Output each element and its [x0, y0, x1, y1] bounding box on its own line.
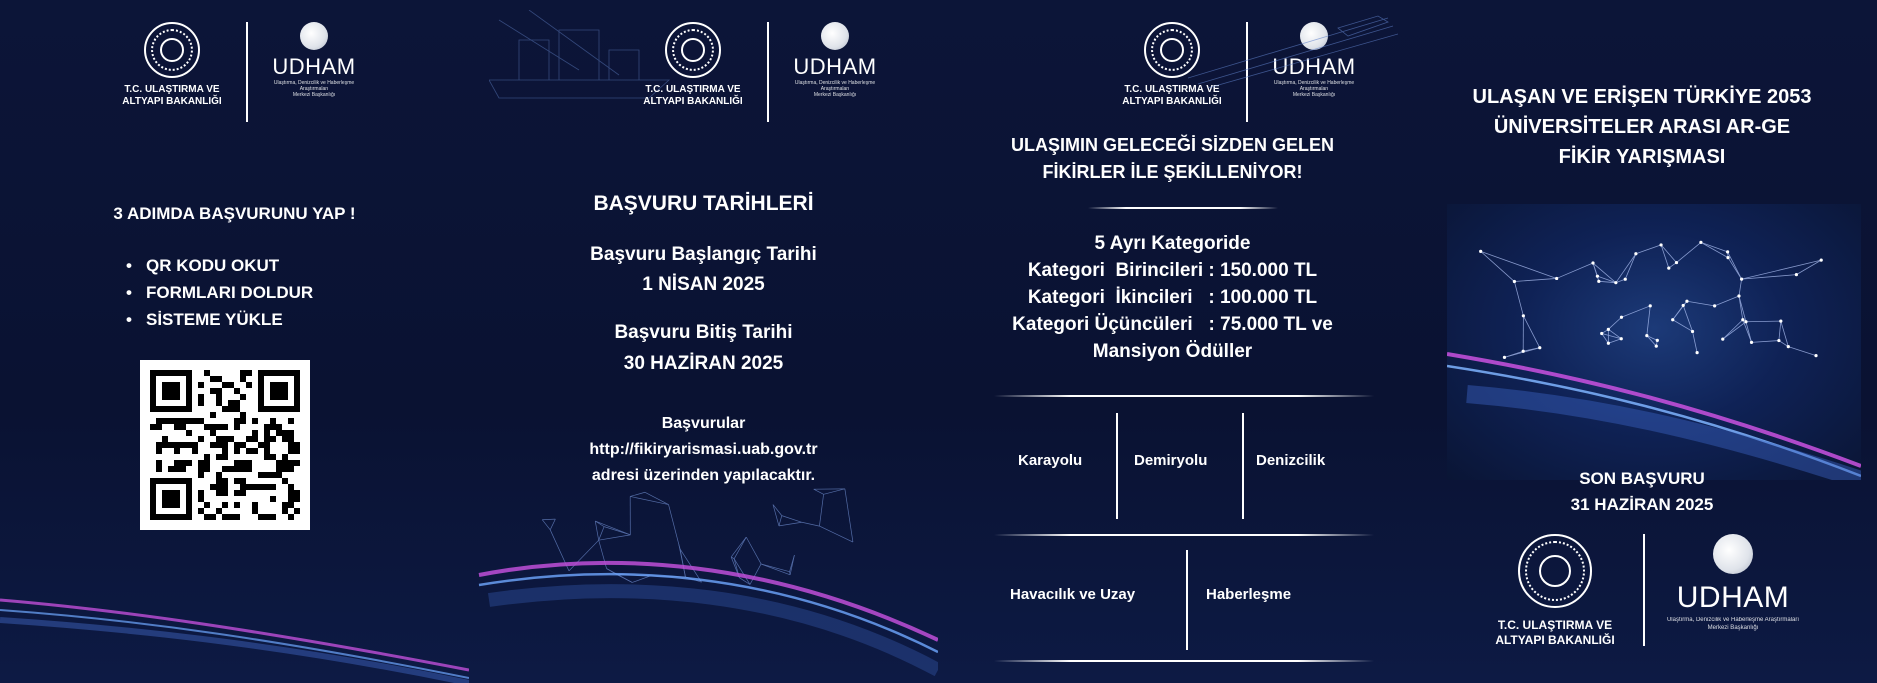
udham-logo	[262, 22, 366, 98]
qr-code-graphic	[150, 370, 300, 520]
prize-third: Kategori Üçüncüleri : 75.000 TL ve	[1012, 314, 1333, 335]
ministry-name-line1: T.C. ULAŞTIRMA VE	[1497, 618, 1613, 632]
panel-apply-steps	[0, 0, 469, 683]
divider-line	[994, 660, 1374, 662]
slogan-line1: ULAŞIMIN GELECEĞİ SİZDEN GELEN	[1010, 135, 1335, 155]
prize-second: Kategori İkincileri : 100.000 TL	[1027, 287, 1318, 308]
udham-logo	[783, 22, 887, 98]
start-date-label: Başvuru Başlangıç Tarihi	[590, 244, 817, 265]
udham-name: UDHAM	[793, 54, 877, 79]
logo-divider	[1643, 534, 1645, 646]
panel-cover	[1407, 0, 1877, 683]
udham-name: UDHAM	[1272, 54, 1356, 79]
udham-subtitle-line1: Ulaştırma, Denizcilik ve Haberleşme Araştırmaları	[1273, 80, 1355, 92]
ministry-name-line2: ALTYAPI BAKANLIĞI	[122, 96, 222, 107]
ministry-seal-icon	[144, 22, 200, 78]
ministry-logo	[112, 22, 232, 108]
step-item: • FORMLARI DOLDUR	[124, 279, 313, 306]
category-karayolu: Karayolu	[1018, 452, 1083, 469]
apply-info-line3: adresi üzerinden yapılacaktır.	[591, 467, 816, 484]
udham-logo	[1663, 534, 1803, 632]
ministry-logo	[1485, 534, 1625, 648]
udham-name: UDHAM	[1676, 581, 1790, 614]
apply-info-line1: Başvurular	[661, 415, 746, 432]
moon-icon	[821, 22, 849, 50]
divider-line	[994, 534, 1374, 536]
moon-icon	[1713, 534, 1753, 574]
logo-block-large	[1485, 534, 1803, 648]
category-divider	[1186, 550, 1188, 650]
network-train-icon	[469, 470, 938, 683]
qr-code[interactable]	[140, 360, 310, 530]
prizes-block	[938, 230, 1407, 365]
deadline-block	[1407, 466, 1877, 518]
competition-title-line1: ULAŞAN VE ERİŞEN TÜRKİYE 2053	[1472, 86, 1812, 108]
end-date-label: Başvuru Bitiş Tarihi	[614, 322, 793, 343]
step-item: • QR KODU OKUT	[124, 252, 313, 279]
ministry-name-line2: ALTYAPI BAKANLIĞI	[643, 96, 743, 107]
logo-divider	[246, 22, 248, 122]
slogan-line2: FİKİRLER İLE ŞEKİLLENİYOR!	[1042, 162, 1303, 182]
deadline-label: SON BAŞVURU	[1579, 469, 1705, 488]
prize-first: Kategori Birincileri : 150.000 TL	[1027, 260, 1318, 281]
logo-block	[112, 22, 366, 122]
plane-streak-icon	[1188, 8, 1398, 88]
category-denizcilik: Denizcilik	[1256, 452, 1326, 469]
moon-icon	[300, 22, 328, 50]
divider-line	[994, 395, 1374, 397]
ministry-name-line1: T.C. ULAŞTIRMA VE	[124, 84, 220, 95]
network-map-icon	[1447, 204, 1861, 480]
end-date-value: 30 HAZİRAN 2025	[623, 353, 784, 374]
ministry-seal-icon	[1518, 534, 1592, 608]
apply-steps-title: 3 ADIMDA BAŞVURUNU YAP !	[113, 204, 356, 223]
divider-line	[1088, 207, 1278, 209]
ministry-seal-icon	[665, 22, 721, 78]
panel-prizes	[938, 0, 1407, 683]
turkey-network-train-image	[1447, 204, 1861, 480]
udham-subtitle-line2: Merkezi Başkanlığı	[292, 92, 336, 98]
ministry-name-line1: T.C. ULAŞTIRMA VE	[645, 84, 741, 95]
apply-steps-list	[124, 252, 313, 333]
panel-dates	[469, 0, 938, 683]
apply-url-link[interactable]: http://fikiryarismasi.uab.gov.tr	[589, 441, 818, 458]
ministry-name-line1: T.C. ULAŞTIRMA VE	[1124, 84, 1220, 95]
ministry-logo	[633, 22, 753, 108]
udham-subtitle-line1: Ulaştırma, Denizcilik ve Haberleşme Araştırmaları	[273, 80, 355, 92]
udham-subtitle-line2: Merkezi Başkanlığı	[813, 92, 857, 98]
competition-title	[1407, 82, 1877, 172]
category-demiryolu: Demiryolu	[1134, 452, 1208, 469]
category-haberlesme: Haberleşme	[1206, 586, 1292, 603]
prize-extra: Mansiyon Ödüller	[1092, 341, 1253, 362]
udham-subtitle-line1: Ulaştırma, Denizcilik ve Haberleşme Araştırmaları	[794, 80, 876, 92]
ministry-name-line2: ALTYAPI BAKANLIĞI	[1122, 96, 1222, 107]
competition-title-line2: ÜNİVERSİTELER ARASI AR-GE	[1493, 116, 1791, 138]
categories-heading: 5 Ayrı Kategoride	[1094, 233, 1251, 254]
udham-name: UDHAM	[272, 54, 356, 79]
competition-title-line3: FİKİR YARIŞMASI	[1558, 146, 1726, 168]
dates-title: BAŞVURU TARİHLERİ	[593, 192, 814, 215]
train-streak-icon	[0, 560, 469, 683]
udham-subtitle-line2: Merkezi Başkanlığı	[1707, 625, 1759, 631]
deadline-date: 31 HAZİRAN 2025	[1570, 495, 1714, 514]
category-havacilik: Havacılık ve Uzay	[1010, 586, 1136, 603]
category-divider	[1116, 413, 1118, 519]
category-divider	[1242, 413, 1244, 519]
logo-block	[633, 22, 887, 122]
start-date-value: 1 NİSAN 2025	[642, 274, 765, 295]
udham-subtitle-line1: Ulaştırma, Denizcilik ve Haberleşme Araştırmaları	[1666, 617, 1800, 623]
logo-divider	[767, 22, 769, 122]
ministry-name-line2: ALTYAPI BAKANLIĞI	[1495, 633, 1615, 647]
udham-subtitle-line2: Merkezi Başkanlığı	[1292, 92, 1336, 98]
step-item: • SİSTEME YÜKLE	[124, 306, 313, 333]
